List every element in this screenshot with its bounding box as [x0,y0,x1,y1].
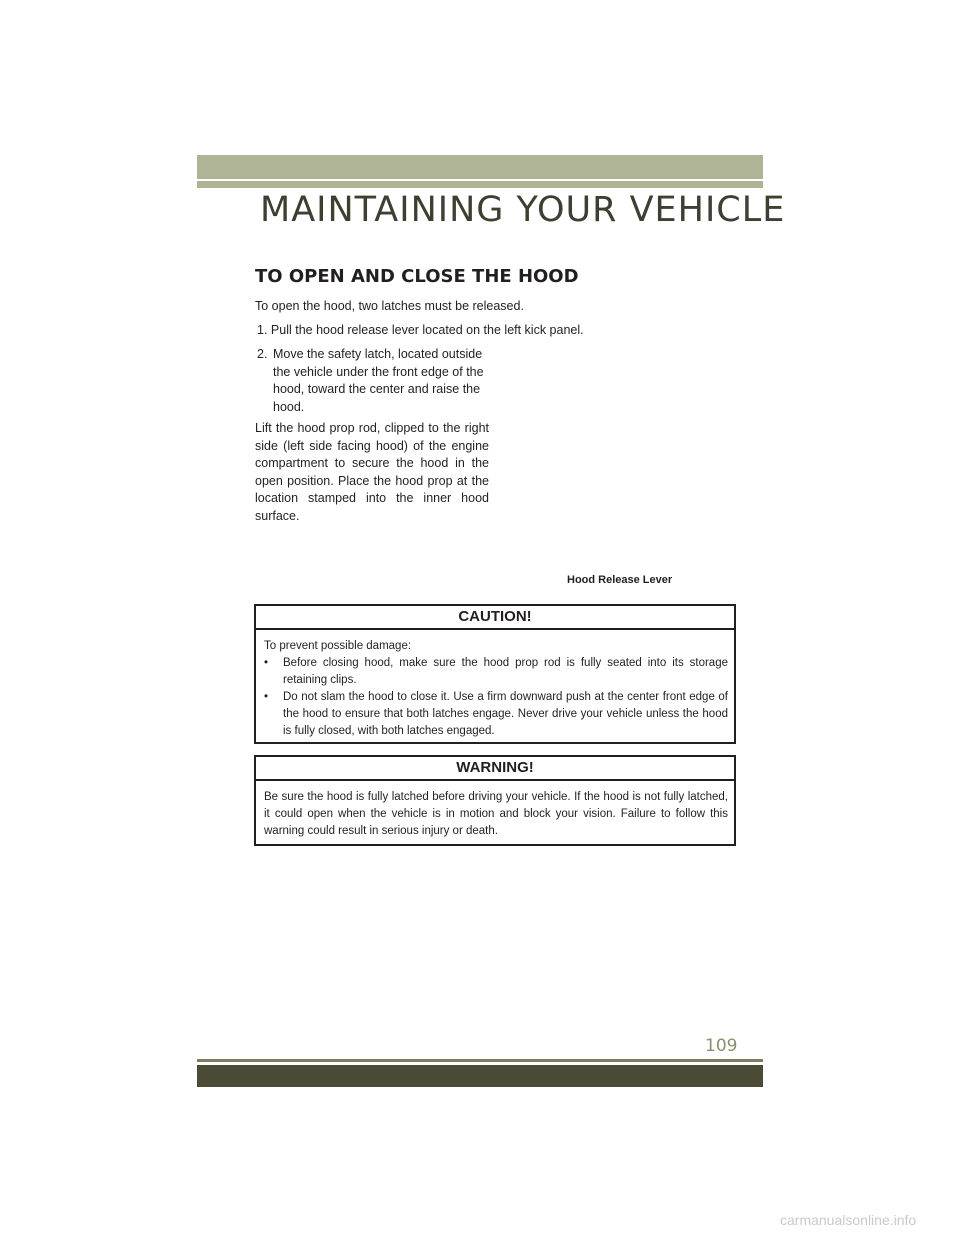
footer-band [197,1065,763,1087]
header-band [197,155,763,179]
step-1 [257,322,584,340]
caution-lead: To prevent possible damage: [264,640,412,652]
chapter-title: MAINTAINING YOUR VEHICLE [260,190,786,230]
caution-bullet-item [264,689,728,740]
intro-text: To open the hood, two latches must be released. [255,299,524,313]
caution-body [256,630,734,746]
caution-bullet-text: Before closing hood, make sure the hood prop rod is fully seated into its storage retaining clips. [283,657,728,686]
step-1-text: Pull the hood release lever located on the left kick panel. [270,323,584,337]
step-1-number: 1. [257,323,268,337]
header-stripe [197,181,763,188]
warning-title: WARNING! [256,757,734,781]
step-2 [257,346,491,416]
bullet-icon: • [264,657,269,669]
caution-bullet-item [264,655,728,689]
step-2-number: 2. [257,347,268,361]
footer-line [197,1059,763,1062]
caution-title: CAUTION! [256,606,734,630]
caution-bullet-text: Do not slam the hood to close it. Use a firm downward push at the center front edge of the hood to ensure that both latches engage. Never drive your vehicle unless the hood is fully closed, with both latches engaged. [283,691,728,737]
warning-body: Be sure the hood is fully latched before driving your vehicle. If the hood is not fully latched, it could open when the vehicle is in motion and block your vision. Failure to follow this warning could result in serious injury or death. [264,791,728,837]
watermark: carmanualsonline.info [780,1212,917,1228]
page-number: 109 [705,1036,738,1056]
step-2-line1: Move the safety latch, located outside [273,347,483,361]
bullet-icon: • [264,691,269,703]
section-heading: TO OPEN AND CLOSE THE HOOD [255,266,579,287]
hood-prop-paragraph: Lift the hood prop rod, clipped to the right side (left side facing hood) of the engine compartment to secure the hood in the open position. Place the hood prop at the location stamped into the inner hood surface. [255,421,489,523]
caution-box [254,604,736,744]
warning-box [254,755,736,846]
step-2-rest: the vehicle under the front edge of the hood, toward the center and raise the hood. [273,364,484,414]
figure-caption: Hood Release Lever [567,574,673,586]
